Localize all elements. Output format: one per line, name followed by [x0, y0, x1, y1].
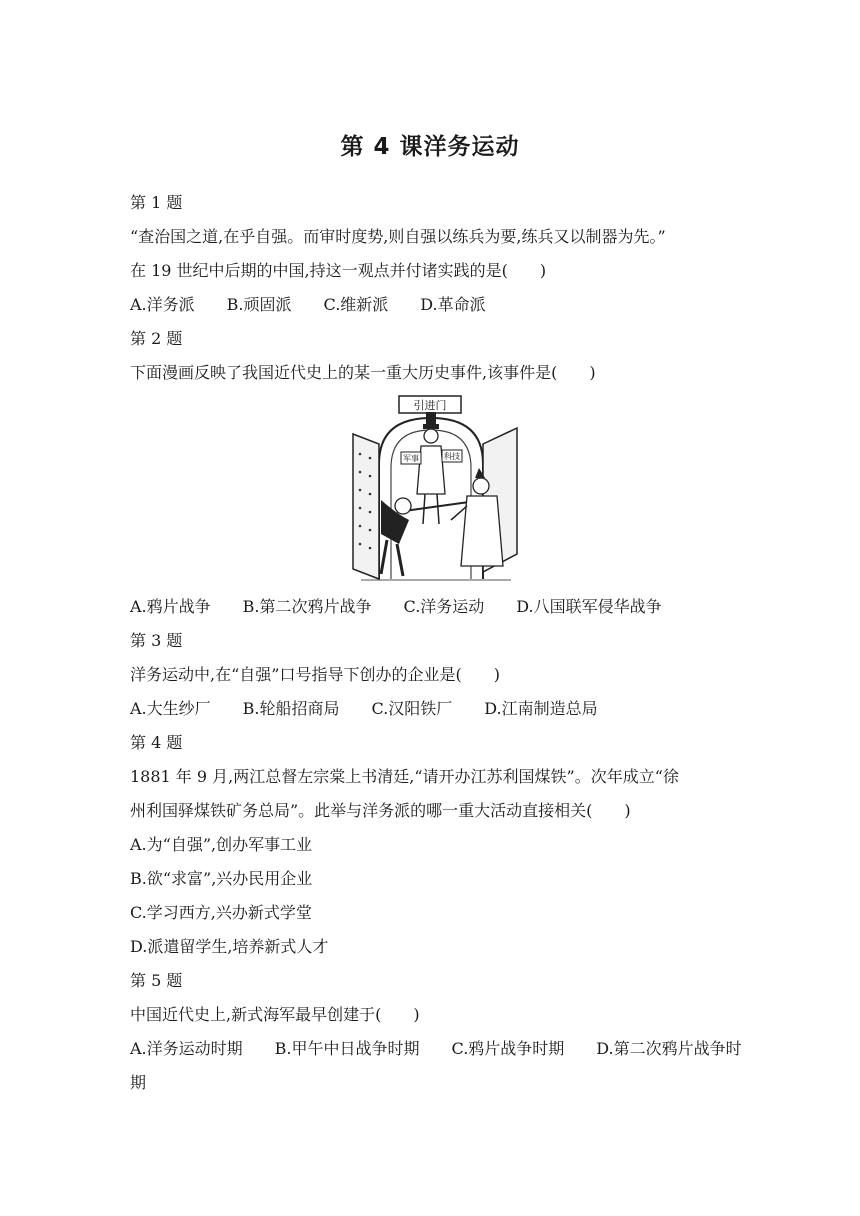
option-c: C.维新派 — [323, 295, 389, 314]
western-head — [424, 429, 438, 443]
question-4-option-c: C.学习西方,兴办新式学堂 — [130, 903, 312, 922]
question-2-label: 第 2 题 — [130, 329, 183, 348]
option-b: B.顽固派 — [226, 295, 292, 314]
option-b: B.轮船招商局 — [242, 699, 340, 718]
top-hat — [426, 412, 436, 425]
question-4-stem-line-1: 1881 年 9 月,两江总督左宗棠上书清廷,“请开办江苏利国煤铁”。次年成立“徐 — [130, 767, 679, 786]
option-d: D.八国联军侵华战争 — [516, 597, 662, 616]
option-d: D.第二次鸦片战争时期 — [130, 1039, 742, 1092]
official-head — [473, 478, 489, 494]
question-3-stem-line-1: 洋务运动中,在“自强”口号指导下创办的企业是( ) — [130, 665, 500, 684]
question-3-options — [130, 692, 742, 726]
option-d: D.革命派 — [420, 295, 486, 314]
question-3-label: 第 3 题 — [130, 631, 183, 650]
page-title: 第 4 课洋务运动 — [340, 134, 520, 160]
option-a: A.大生纱厂 — [130, 699, 211, 718]
question-2-options — [130, 590, 742, 624]
option-b: B.第二次鸦片战争 — [242, 597, 372, 616]
question-4-option-a: A.为“自强”,创办军事工业 — [130, 835, 313, 854]
question-1-stem-line-2: 在 19 世纪中后期的中国,持这一观点并付诸实践的是( ) — [130, 261, 547, 280]
question-1-stem-line-1: “查治国之道,在乎自强。而审时度势,则自强以练兵为要,练兵又以制器为先。” — [130, 227, 666, 246]
question-4-stem-line-2: 州利国驿煤铁矿务总局”。此举与洋务派的哪一重大活动直接相关( ) — [130, 801, 631, 820]
question-5-label: 第 5 题 — [130, 971, 183, 990]
option-b: B.甲午中日战争时期 — [274, 1039, 420, 1058]
option-c: C.洋务运动 — [403, 597, 485, 616]
option-d: D.江南制造总局 — [484, 699, 598, 718]
question-4-option-b: B.欲“求富”,兴办民用企业 — [130, 869, 313, 888]
bowing-legs — [381, 540, 403, 576]
tag-right-text: 科技 — [444, 452, 460, 461]
question-list — [130, 186, 742, 1100]
left-door — [353, 434, 379, 579]
question-5-stem-line-1: 中国近代史上,新式海军最早创建于( ) — [130, 1005, 420, 1024]
bowing-head — [395, 498, 411, 514]
option-a: A.鸦片战争 — [130, 597, 211, 616]
cartoon-illustration — [351, 394, 521, 584]
cartoon-figure — [130, 390, 742, 590]
question-1-label: 第 1 题 — [130, 193, 183, 212]
option-c: C.汉阳铁厂 — [371, 699, 453, 718]
option-c: C.鸦片战争时期 — [451, 1039, 565, 1058]
question-4-option-d: D.派遣留学生,培养新式人才 — [130, 937, 329, 956]
question-4-label: 第 4 题 — [130, 733, 183, 752]
option-a: A.洋务派 — [130, 295, 195, 314]
question-2-stem-line-1: 下面漫画反映了我国近代史上的某一重大历史事件,该事件是( ) — [130, 363, 596, 382]
question-5-options — [130, 1032, 742, 1100]
question-1-options — [130, 288, 742, 322]
tag-left-text: 军事 — [403, 454, 419, 463]
sign-text: 引进门 — [413, 399, 447, 412]
option-a: A.洋务运动时期 — [130, 1039, 243, 1058]
